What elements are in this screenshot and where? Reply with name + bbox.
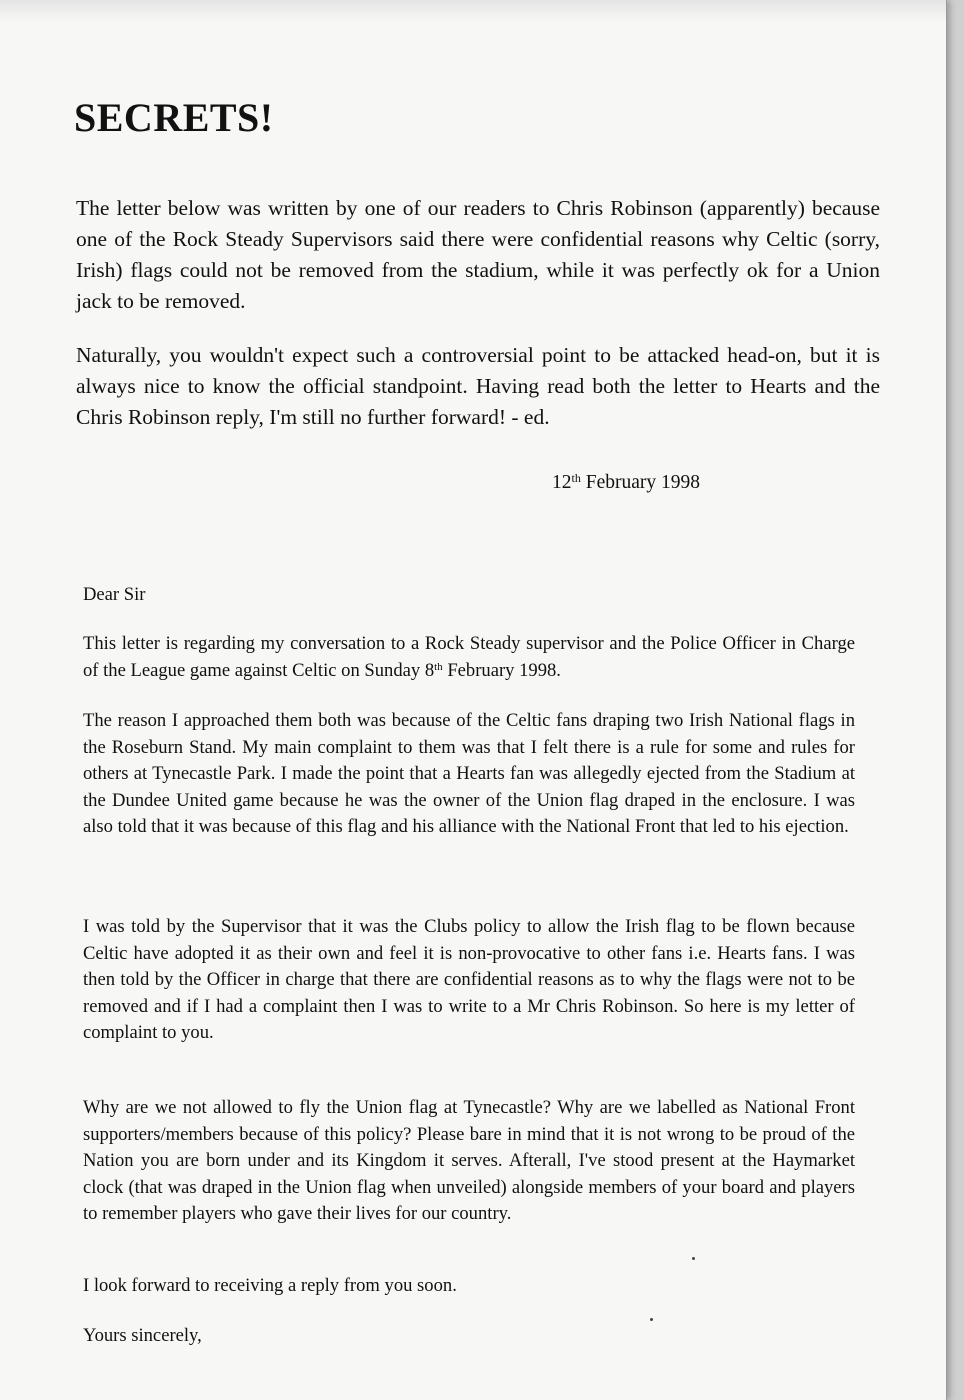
letter-paragraph-4: Why are we not allowed to fly the Union flag at Tynecastle? Why are we labelled as National Front supporters/members because of this policy? Please bare in mind that it is not wrong to be proud of the Nation you are born under and its Kingdom it serves. Afterall, I've stood present at the Haymarket clock (that was draped in the Union flag when unveiled) alongside members of your board and players to remember players who gave their lives for our country. [83, 1097, 855, 1224]
letter-paragraph-3: I was told by the Supervisor that it was the Clubs policy to allow the Irish flag to be flown because Celtic have adopted it as their own and feel it is non-provocative to other fans i.e. Hearts fans. I was then told by the Officer in charge that there are confidential reasons as to why the flags were not to be removed and if I had a complaint then I was to write to a Mr Chris Robinson. So here is my letter of complaint to you. [83, 916, 855, 1043]
date-suffix: th [571, 471, 581, 485]
letter-closing-line: I look forward to receiving a reply from you soon. [83, 1275, 457, 1296]
speck-mark [650, 1318, 653, 1321]
letter-sign-off: Yours sincerely, [83, 1325, 202, 1346]
letter-date [552, 472, 700, 494]
letter-paragraph-1-suffix: th [434, 660, 443, 673]
speck-mark [692, 1257, 695, 1260]
article-title: SECRETS! [74, 95, 274, 140]
intro-paragraph-1: The letter below was written by one of our readers to Chris Robinson (apparently) because one of the Rock Steady Supervisors said there were confidential reasons why Celtic (sorry, Irish) flags could not be removed from the stadium, while it was perfectly ok for a Union jack to be removed. [76, 196, 880, 313]
letter-paragraph-1-end: February 1998. [442, 659, 561, 681]
date-month-year: February 1998 [580, 472, 700, 493]
intro-paragraph-2: Naturally, you wouldn't expect such a controversial point to be attacked head-on, but it is always nice to know the official standpoint. Having read both the letter to Hearts and the Chris Robinson reply, I'm still no further forward! - ed. [76, 343, 880, 429]
date-day: 12 [552, 472, 572, 493]
letter-salutation: Dear Sir [83, 584, 146, 605]
letter-paragraph-1-text: This letter is regarding my conversation to a Rock Steady supervisor and the Police Officer in Charge of the League game against Celtic on Sunday 8 [83, 633, 855, 681]
letter-paragraph-1 [83, 631, 855, 684]
letter-paragraph-2: The reason I approached them both was because of the Celtic fans draping two Irish National flags in the Roseburn Stand. My main complaint to them was that I felt there is a rule for some and rules for others at Tynecastle Park. I made the point that a Hearts fan was allegedly ejected from the Stadium at the Dundee United game because he was the owner of the Union flag draped in the enclosure. I was also told that it was because of this flag and his alliance with the National Front that led to his ejection. [83, 710, 855, 837]
